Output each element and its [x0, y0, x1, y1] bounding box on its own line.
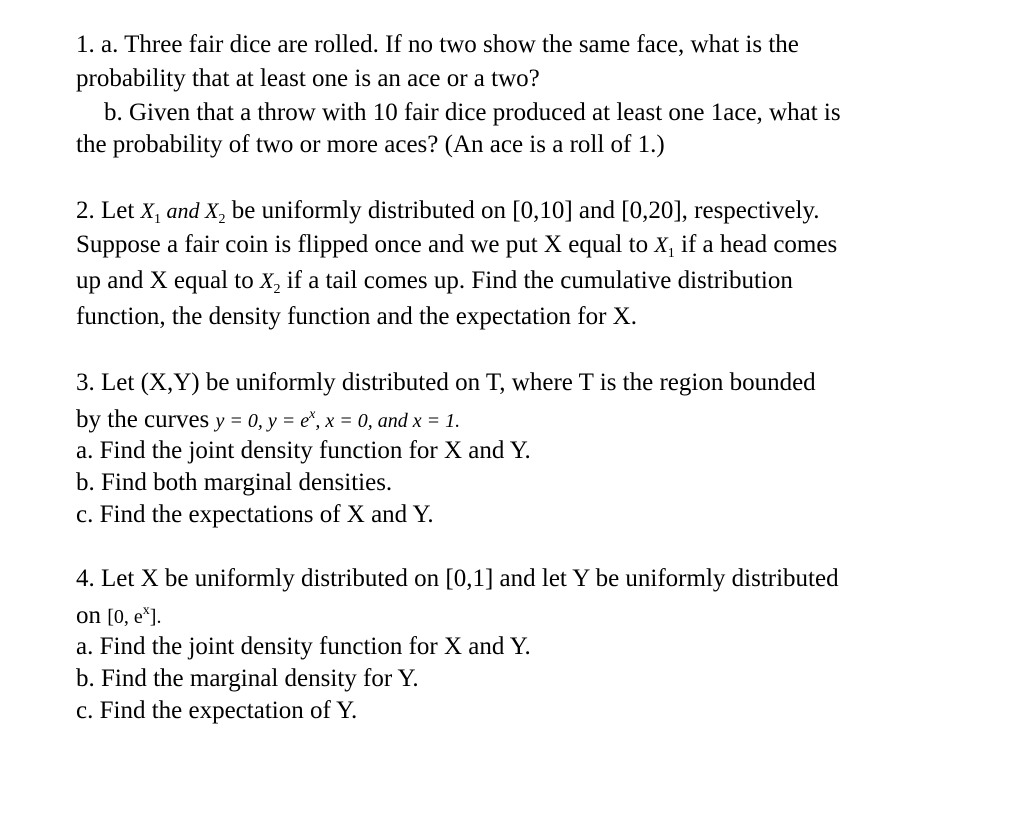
p1-line1: 1. a. Three fair dice are rolled. If no two show the same face, what is the [76, 31, 799, 58]
p2-and: and [161, 198, 206, 223]
p2-line4: function, the density function and the expectation for X. [76, 303, 637, 330]
p3-a: a. Find the joint density function for X and Y. [76, 437, 531, 464]
p2-x2: $X_2$ [205, 198, 226, 227]
p2-line1-rest: be uniformly distributed on [0,10] and [0,20], respectively. [225, 197, 820, 224]
p3-c: c. Find the expectations of X and Y. [76, 501, 434, 528]
p4-c: c. Find the expectation of Y. [76, 697, 358, 724]
p1-line3: b. Given that a throw with 10 fair dice produced at least one 1ace, what is [104, 99, 841, 126]
p4-interval: [0, $e^x$]. [107, 603, 162, 628]
p2-x1: $X_1$ [140, 198, 162, 227]
p4-b: b. Find the marginal density for Y. [76, 665, 419, 692]
p3-line1: 3. Let (X,Y) be uniformly distributed on T, where T is the region bounded [76, 369, 816, 396]
p2-x1-b: $X_1$ [654, 232, 675, 261]
p4-a: a. Find the joint density function for X and Y. [76, 633, 531, 660]
p3-line2: by the curves y = 0, $y = e^x$, x = 0, and x = 1. [76, 406, 461, 433]
p3-curves: y = 0, $y = e^x$, x = 0, and x = 1. [215, 407, 461, 432]
p2-line2: Suppose a fair coin is flipped once and we put X equal to $X_1$ if a head comes [76, 231, 838, 261]
p4-line2: on [0, $e^x$]. [76, 602, 162, 629]
p1-line2: probability that at least one is an ace or a two? [76, 65, 540, 92]
p1-line4: the probability of two or more aces? (An ace is a roll of 1.) [76, 131, 665, 158]
p2-line3: up and X equal to $X_2$ if a tail comes up. Find the cumulative distribution [76, 267, 793, 297]
p2-let: 2. Let [76, 197, 141, 224]
p2-x2-b: $X_2$ [259, 268, 281, 297]
p3-b: b. Find both marginal densities. [76, 469, 393, 496]
p4-line1: 4. Let X be uniformly distributed on [0,1] and let Y be uniformly distributed [76, 565, 839, 592]
